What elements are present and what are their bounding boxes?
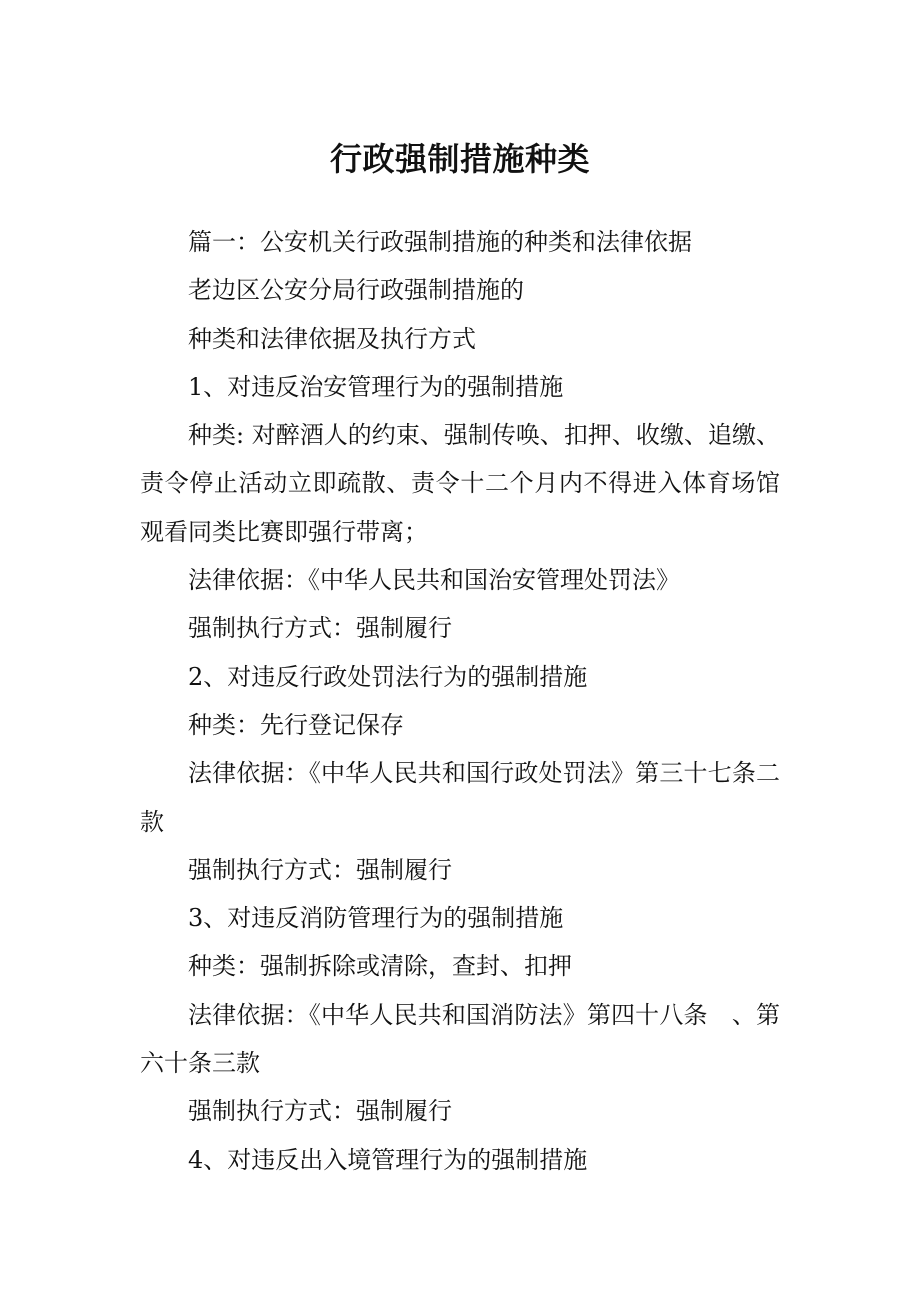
document-title: 行政强制措施种类 [329, 140, 590, 179]
paragraph-item-2-enforcement: 强制执行方式：强制履行 [188, 855, 452, 884]
paragraph-section-heading: 篇一：公安机关行政强制措施的种类和法律依据 [188, 228, 692, 256]
paragraph-item-4-heading: 4、对违反出入境管理行为的强制措施 [188, 1145, 588, 1174]
paragraph-item-1-enforcement: 强制执行方式：强制履行 [188, 614, 452, 643]
paragraph-item-2-types: 种类：先行登记保存 [188, 710, 404, 739]
paragraph-item-2-legal-basis: 法律依据：《中华人民共和国行政处罚法》第三十七条二款 [140, 759, 780, 836]
paragraph-item-1-legal-basis: 法律依据：《中华人民共和国治安管理处罚法》 [188, 566, 680, 595]
paragraph-item-1-types: 种类: 对醉酒人的约束、强制传唤、扣押、收缴、追缴、责令停止活动立即疏散、责令十二个月内不得进入体育场馆观看同类比赛即强行带离； [140, 421, 780, 546]
paragraph-item-3-types: 种类：强制拆除或清除，查封、扣押 [188, 952, 572, 981]
paragraph-bureau-line: 老边区公安分局行政强制措施的 [188, 276, 524, 305]
document-body [140, 218, 780, 1184]
paragraph-item-3-enforcement: 强制执行方式：强制履行 [188, 1097, 452, 1126]
paragraph-item-1-heading: 1、对违反治安管理行为的强制措施 [188, 372, 564, 401]
paragraph-item-2-heading: 2、对违反行政处罚法行为的强制措施 [188, 662, 588, 691]
paragraph-item-3-legal-basis: 法律依据：《中华人民共和国消防法》第四十八条 、第六十条三款 [140, 1000, 780, 1078]
paragraph-item-3-heading: 3、对违反消防管理行为的强制措施 [188, 904, 564, 933]
paragraph-subtitle-line: 种类和法律依据及执行方式 [188, 324, 476, 353]
